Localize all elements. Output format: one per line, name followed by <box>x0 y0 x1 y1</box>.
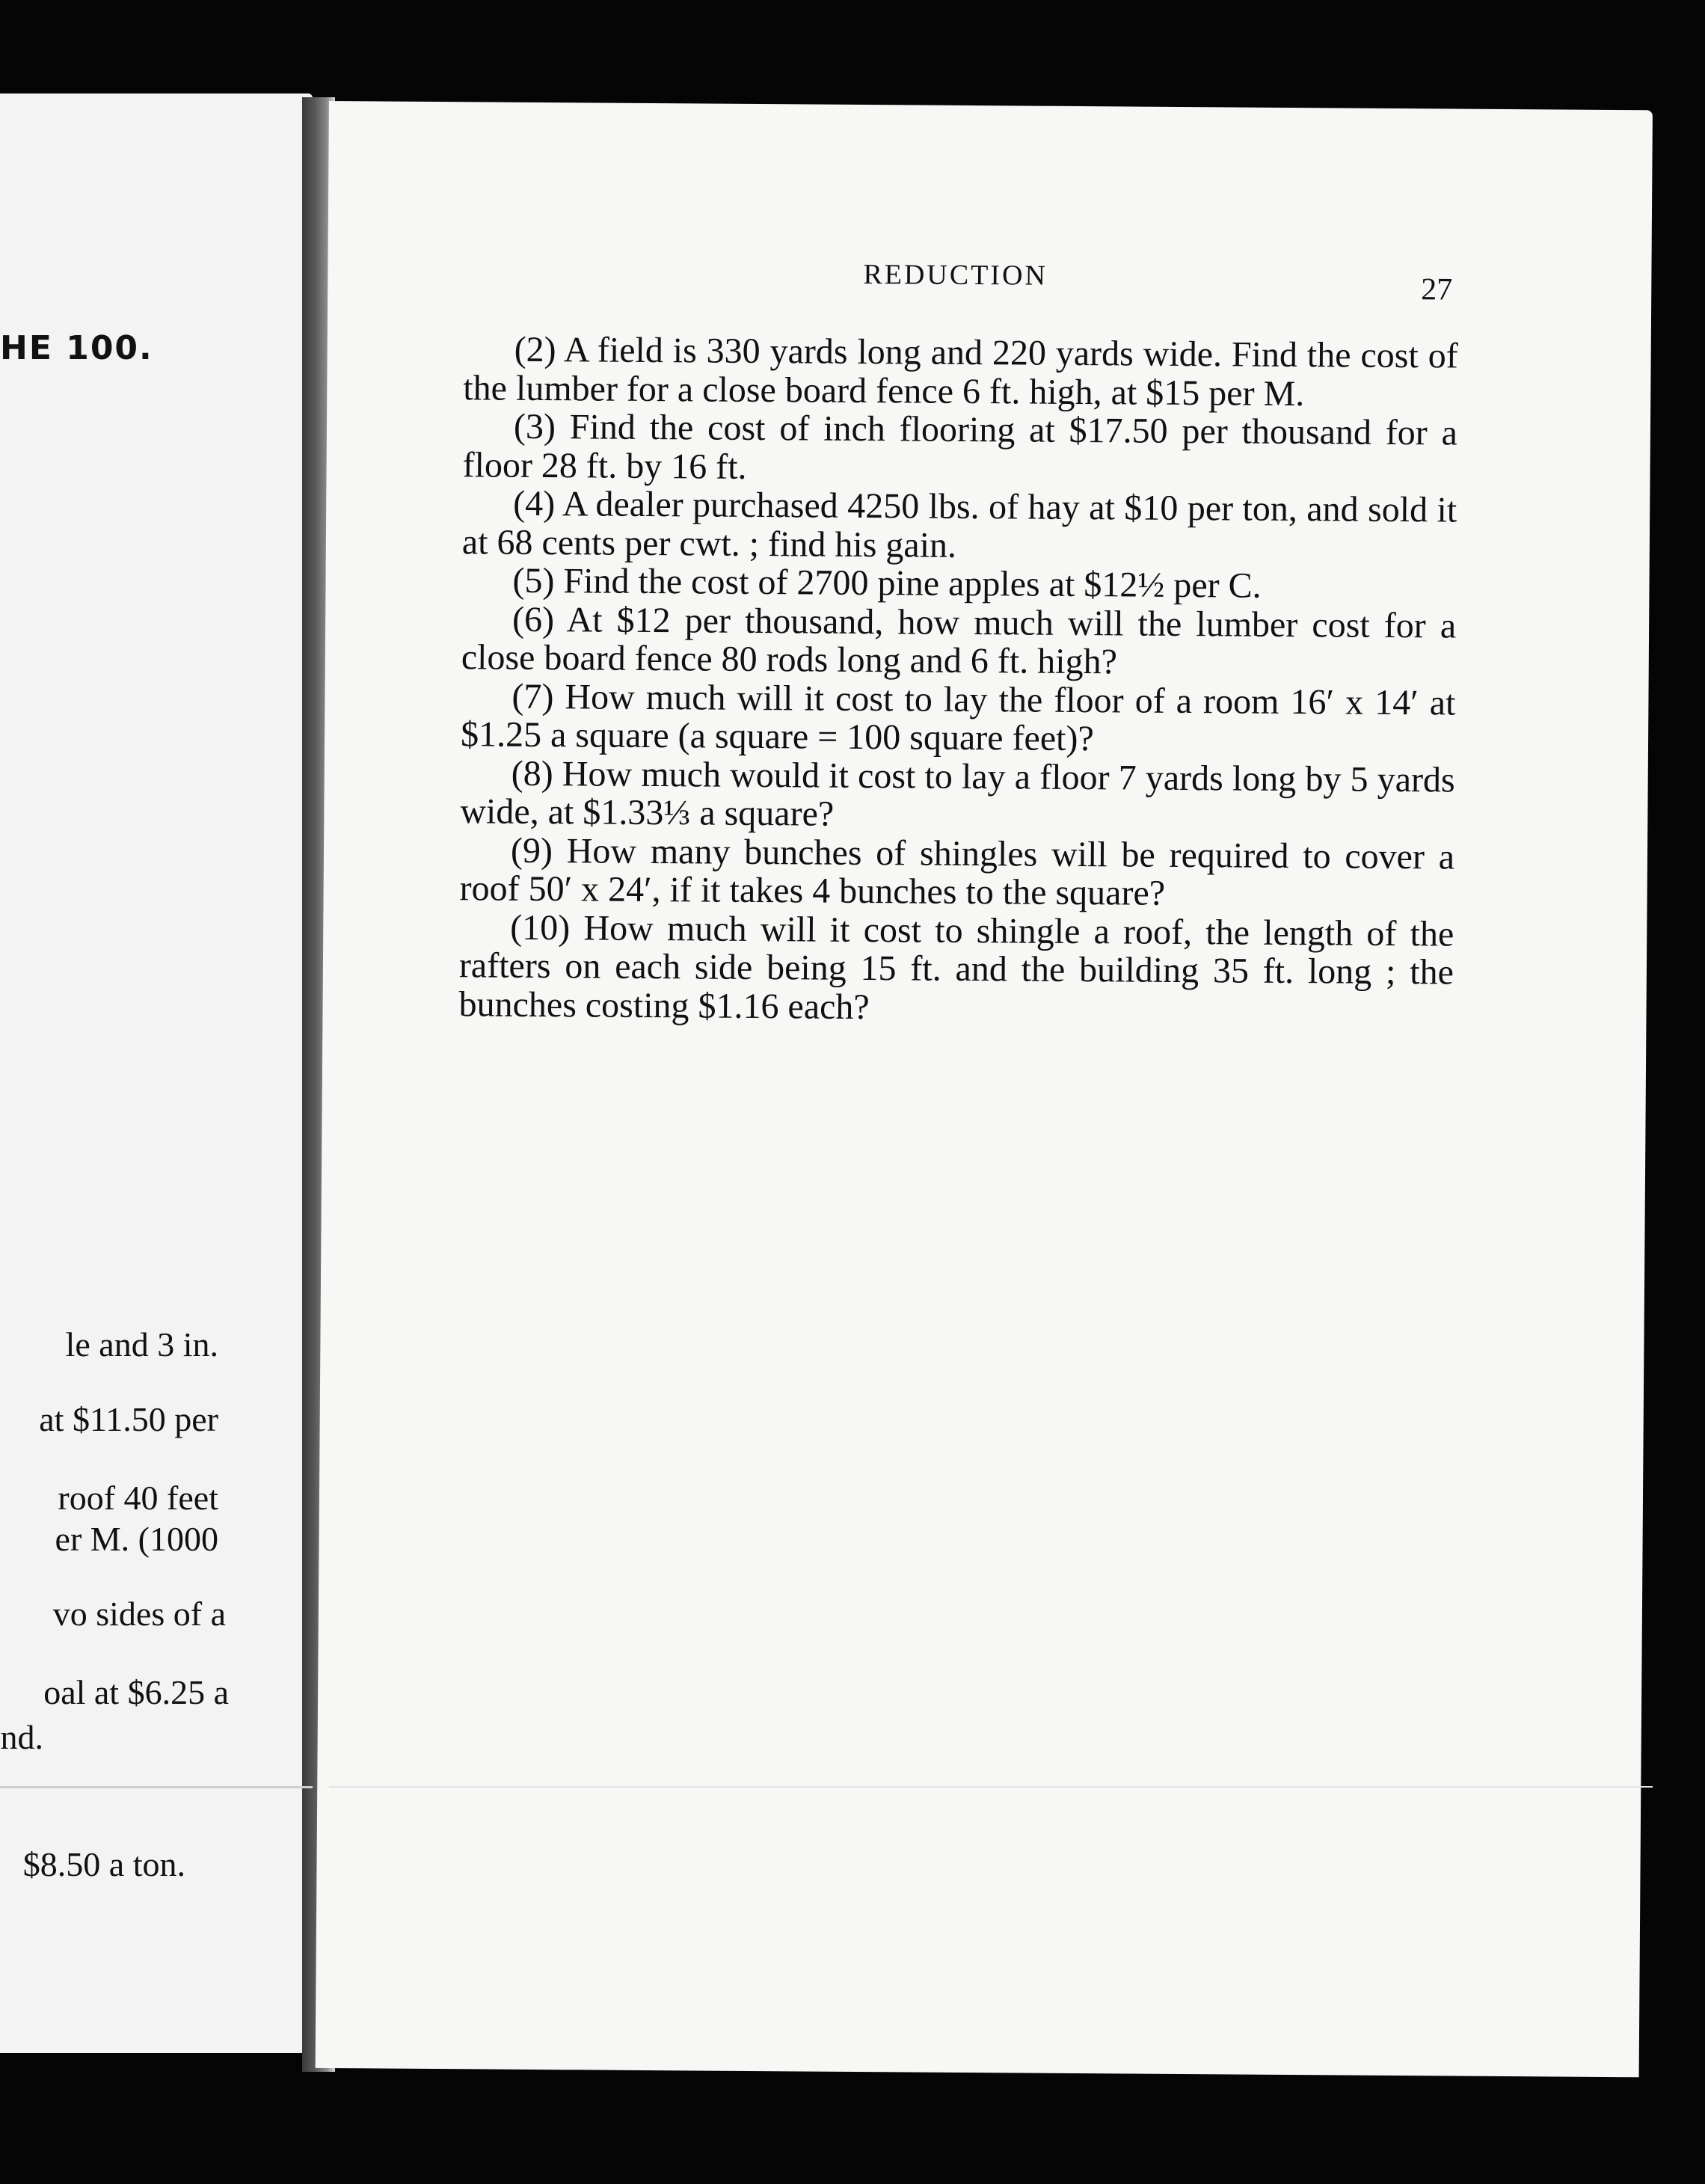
problem-item: (4) A dealer purchased 4250 lbs. of hay at $10 per ton, and sold it at 68 cents per cwt. ; find his gain. <box>461 483 1457 565</box>
running-head: REDUCTION <box>863 258 1048 292</box>
right-main-page <box>316 101 1653 2077</box>
problem-list <box>458 330 1457 1030</box>
problem-item: (5) Find the cost of 2700 pine apples at $12½ per C. <box>512 560 1262 606</box>
scanned-book-spread: HE 100. le and 3 in. at $11.50 per roof 40 feet er M. (1000 vo sides of a oal at $6.25 a nd. $8.50 a ton. REDUCTION 27 (2) A field is 330 yards long and 220 yards wide. Find the cost of the lumber for a close board fence 6 ft. high, at $15 per M. (3) Find the cost of inch flooring at $17.50 per thousand for a floor 28 ft. by 16 ft. (4) A dealer purchased 4250 lbs. of hay at $10 per ton, and sold it at 68 cents per cwt. ; find his gain. (5) Find the cost of 2700 pine apples at $12½ per C. (6) At $12 per thousand, how much will the lumber cost for a close board fence 80 rods long and 6 ft. high? (7) How much will it cost to lay the floor of a room 16′ x 14′ at $1.25 a square (a square = 100 square feet)? (8) How much would it cost to lay a floor 7 yards long by 5 yards wide, at $1.33⅓ a square? (9) How many bunches of shingles will be required to cover a roof 50′ x 24′, if it takes 4 bunches to the square? (10) How much will it cost to shingle a roof, the length of the rafters on each side being 15 ft. and the building 35 ft. long ; the bunches costing $1.16 each? <box>0 0 1705 2184</box>
problem-item: (2) A field is 330 yards long and 220 yards wide. Find the cost of the lumber for a close board fence 6 ft. high, at $15 per M. <box>463 329 1458 414</box>
problem-item: (3) Find the cost of inch flooring at $17.50 per thousand for a floor 28 ft. by 16 ft. <box>462 406 1458 487</box>
left-facing-page <box>0 93 313 2053</box>
problem-item: (9) How many bunches of shingles will be required to cover a roof 50′ x 24′, if it takes 4 bunches to the square? <box>459 830 1455 913</box>
scan-artifact-line <box>0 1786 313 1788</box>
left-page-header-fragment: HE 100. <box>0 329 153 367</box>
problem-item: (8) How much would it cost to lay a floor 7 yards long by 5 yards wide, at $1.33⅓ a square? <box>460 753 1455 834</box>
scan-artifact-line <box>329 1786 1653 1788</box>
problem-item: (7) How much will it cost to lay the floor of a room 16′ x 14′ at $1.25 a square (a square = 100 square feet)? <box>460 676 1456 759</box>
problem-item: (6) At $12 per thousand, how much will the lumber cost for a close board fence 80 rods long and 6 ft. high? <box>461 599 1457 682</box>
problem-item: (10) How much will it cost to shingle a roof, the length of the rafters on each side being 15 ft. and the building 35 ft. long ; the bunches costing $1.16 each? <box>458 907 1454 1027</box>
page-number: 27 <box>1421 272 1453 307</box>
